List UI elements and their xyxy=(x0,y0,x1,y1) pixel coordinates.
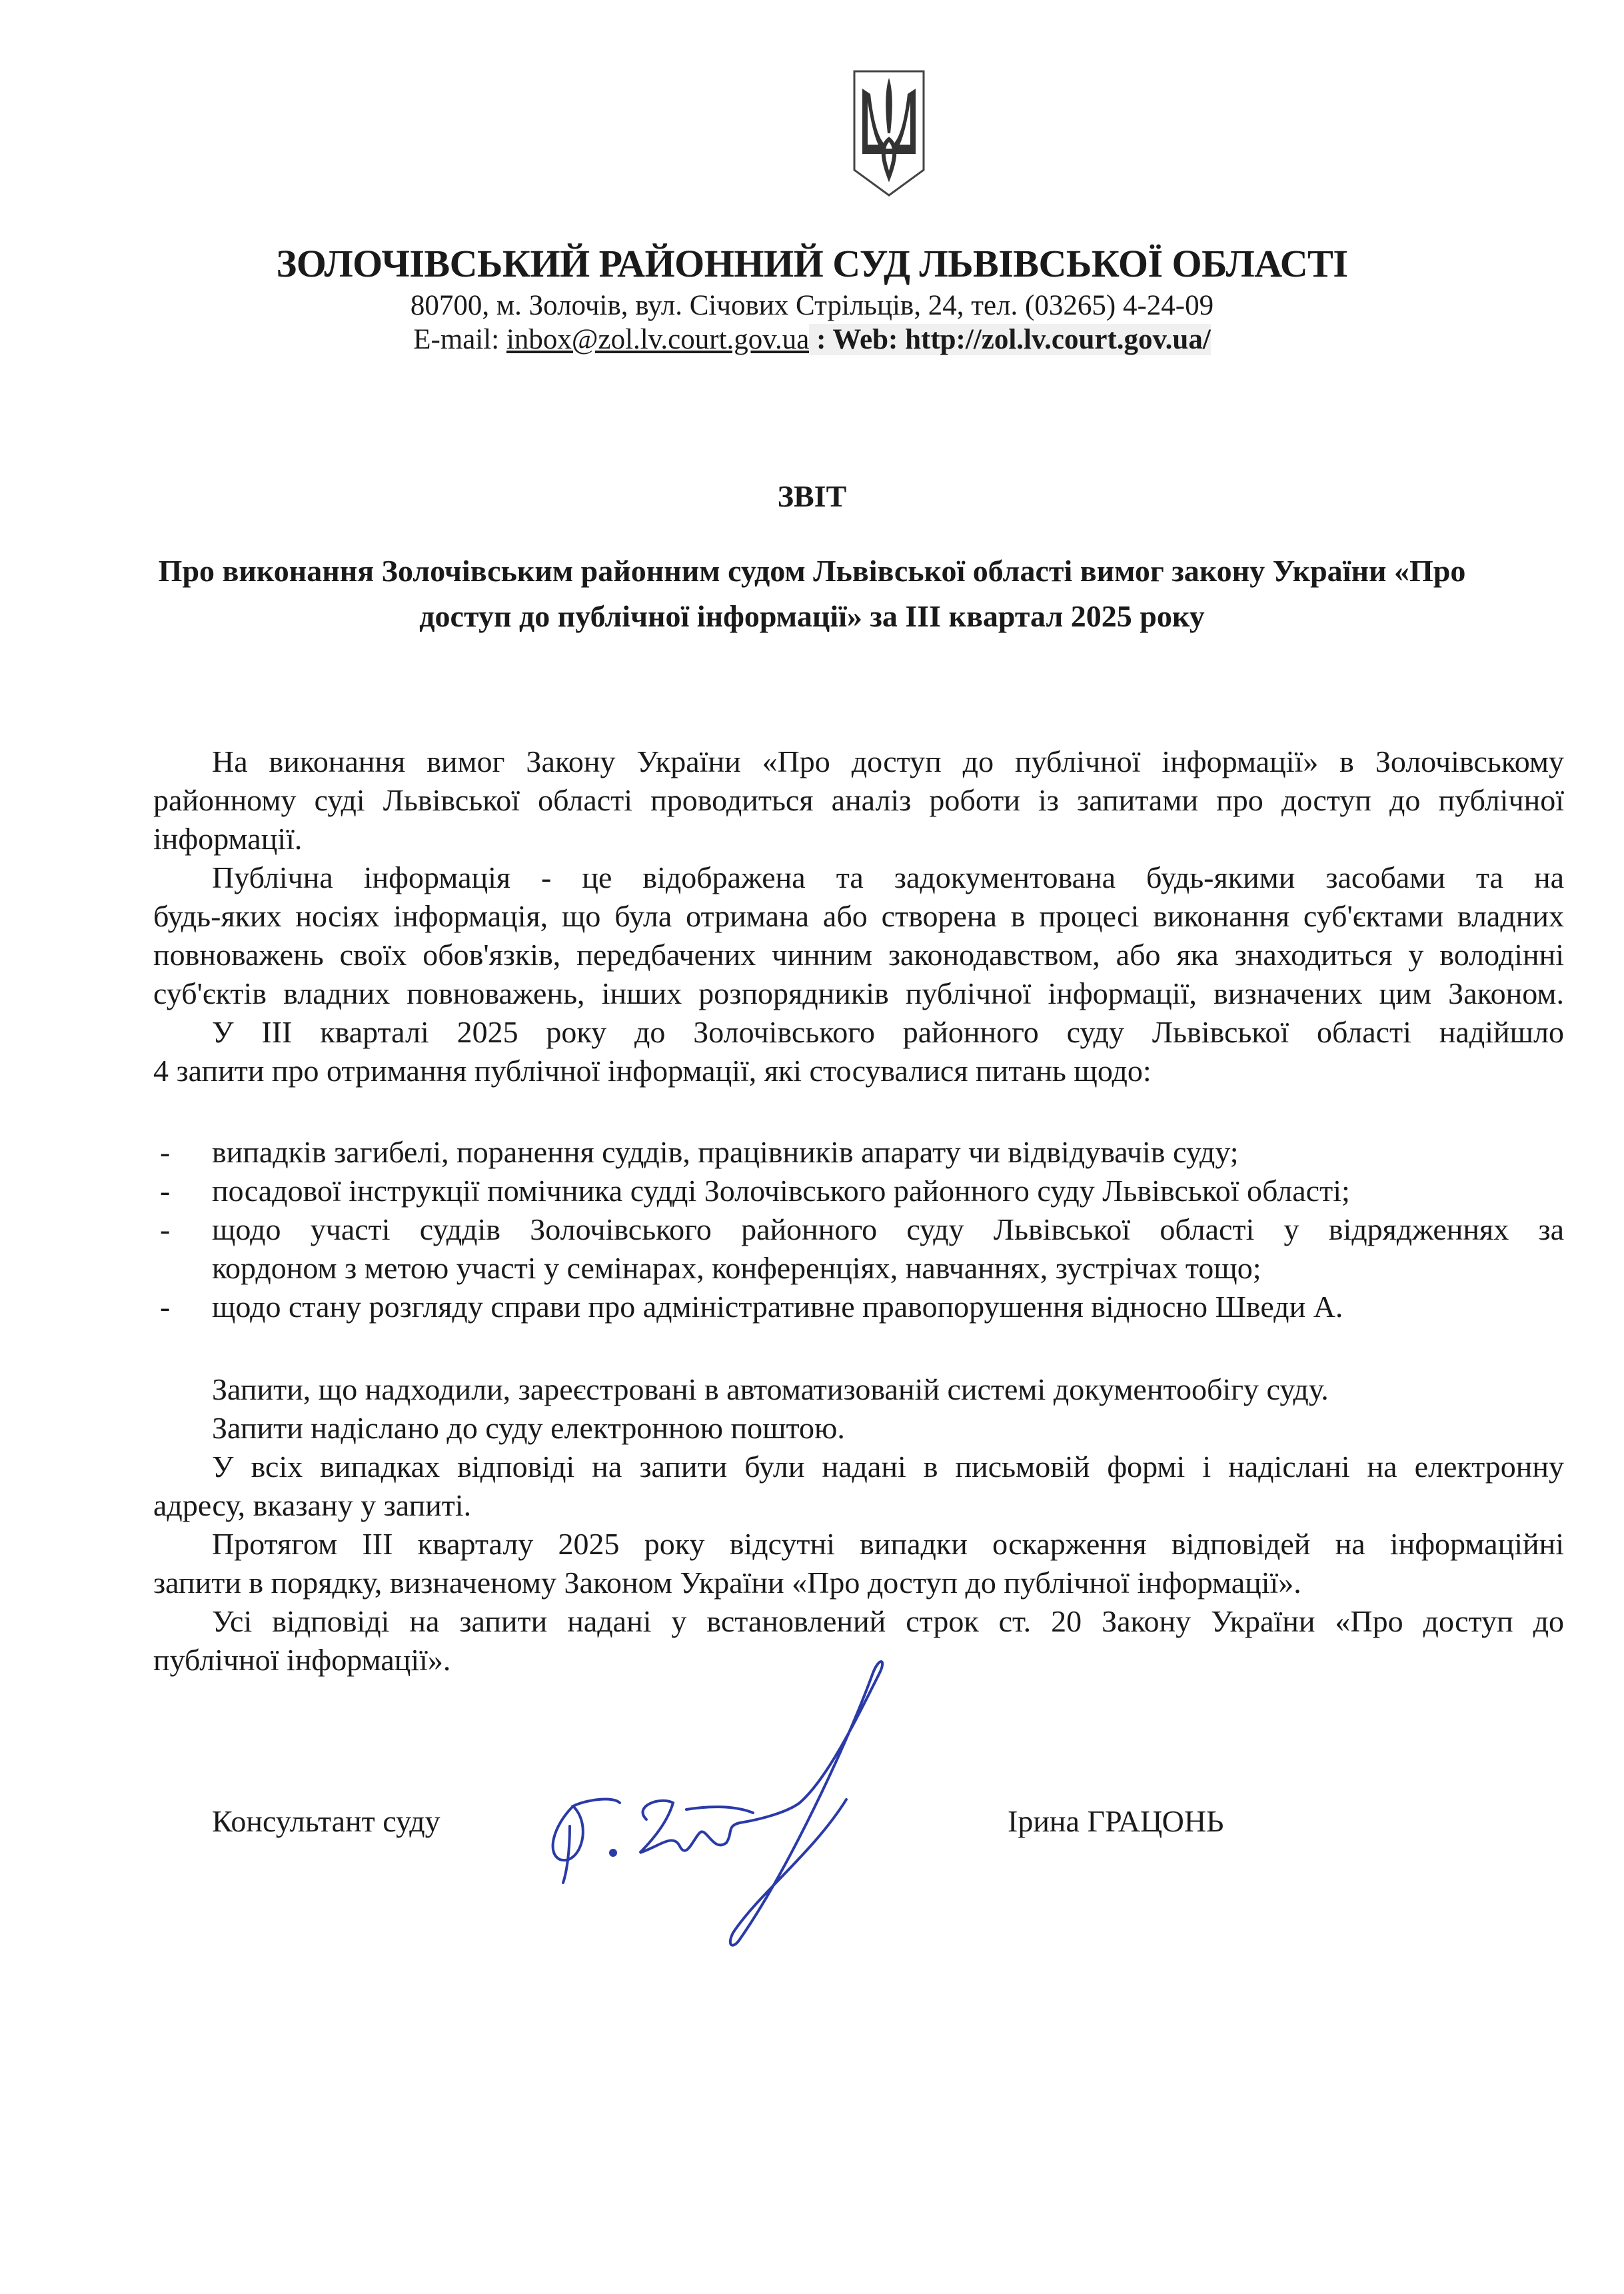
list-item: - посадової інструкції помічника судді Золочівського районного суду Львівської області; xyxy=(160,1174,1350,1208)
signatory-position: Консультант суду xyxy=(212,1804,440,1838)
email-label: E-mail: xyxy=(413,324,506,355)
body-section-1 xyxy=(153,742,1564,1090)
paragraph-line: У всіх випадках відповіді на запити були надані в письмовій формі і надіслані на електронну xyxy=(212,1450,1564,1484)
paragraph-line: Протягом ІІІ кварталу 2025 року відсутні випадки оскарження відповідей на інформаційні xyxy=(212,1527,1564,1561)
request-topics-list xyxy=(153,1133,1564,1326)
paragraph-line: публічної інформації». xyxy=(153,1643,451,1677)
contact-line xyxy=(0,323,1624,356)
list-item: - випадків загибелі, поранення суддів, працівників апарату чи відвідувачів суду; xyxy=(160,1135,1239,1169)
paragraph-line: Запити надіслано до суду електронною поштою. xyxy=(212,1411,845,1445)
paragraph-line: будь-яких носіях інформація, що була отримана або створена в процесі виконання суб'єктами владних xyxy=(153,899,1564,933)
paragraph-line: суб'єктів владних повноважень, інших розпорядників публічної інформації, визначених цим Законом. xyxy=(153,976,1564,1010)
report-subtitle-line: доступ до публічної інформації» за ІІІ квартал 2025 року xyxy=(419,599,1205,633)
paragraph-line: На виконання вимог Закону України «Про доступ до публічної інформації» в Золочівському xyxy=(212,744,1564,778)
email-link[interactable]: inbox@zol.lv.court.gov.ua xyxy=(506,324,810,355)
paragraph-line: 4 запити про отримання публічної інформації, які стосувалися питань щодо: xyxy=(153,1054,1152,1088)
list-item-continuation: кордоном з метою участі у семінарах, конференціях, навчаннях, зустрічах тощо; xyxy=(212,1251,1261,1285)
paragraph-line: повноважень своїх обов'язків, передбачених чинним законодавством, або яка знаходиться у володінні xyxy=(153,938,1564,972)
coat-of-arms-icon xyxy=(853,70,925,197)
list-item: - щодо стану розгляду справи про адміністративне правопорушення відносно Шведи А. xyxy=(160,1290,1343,1324)
handwritten-signature xyxy=(533,1653,906,1986)
list-item: - щодо участі суддів Золочівського районного суду Львівської області у відрядженнях за xyxy=(160,1212,1564,1246)
signatory-name: Ірина ГРАЦОНЬ xyxy=(1008,1804,1224,1838)
body-section-2 xyxy=(153,1370,1564,1680)
paragraph-line: Публічна інформація - це відображена та задокументована будь-якими засобами та на xyxy=(212,860,1564,894)
report-title: ЗВІТ xyxy=(777,479,847,513)
paragraph-line: адресу, вказану у запиті. xyxy=(153,1488,472,1522)
court-name: ЗОЛОЧІВСЬКИЙ РАЙОННИЙ СУД ЛЬВІВСЬКОЇ ОБЛАСТІ xyxy=(276,242,1348,285)
paragraph-line: районному суді Львівської області проводиться аналіз роботи із запитами про доступ до публічної xyxy=(153,783,1564,817)
paragraph-line: Усі відповіді на запити надані у встановлений строк ст. 20 Закону України «Про доступ до xyxy=(212,1604,1564,1638)
paragraph-line: У ІІІ кварталі 2025 року до Золочівського районного суду Львівської області надійшло xyxy=(212,1015,1564,1049)
court-address: 80700, м. Золочів, вул. Січових Стрільців, 24, тел. (03265) 4-24-09 xyxy=(410,290,1214,321)
paragraph-line: інформації. xyxy=(153,822,303,856)
web-link[interactable]: : Web: http://zol.lv.court.gov.ua/ xyxy=(809,324,1211,355)
paragraph-line: запити в порядку, визначеному Законом України «Про доступ до публічної інформації». xyxy=(153,1566,1301,1600)
paragraph-line: Запити, що надходили, зареєстровані в автоматизованій системі документообігу суду. xyxy=(212,1372,1329,1406)
report-subtitle-line: Про виконання Золочівським районним судом Львівської області вимог закону України «Про xyxy=(158,554,1466,588)
